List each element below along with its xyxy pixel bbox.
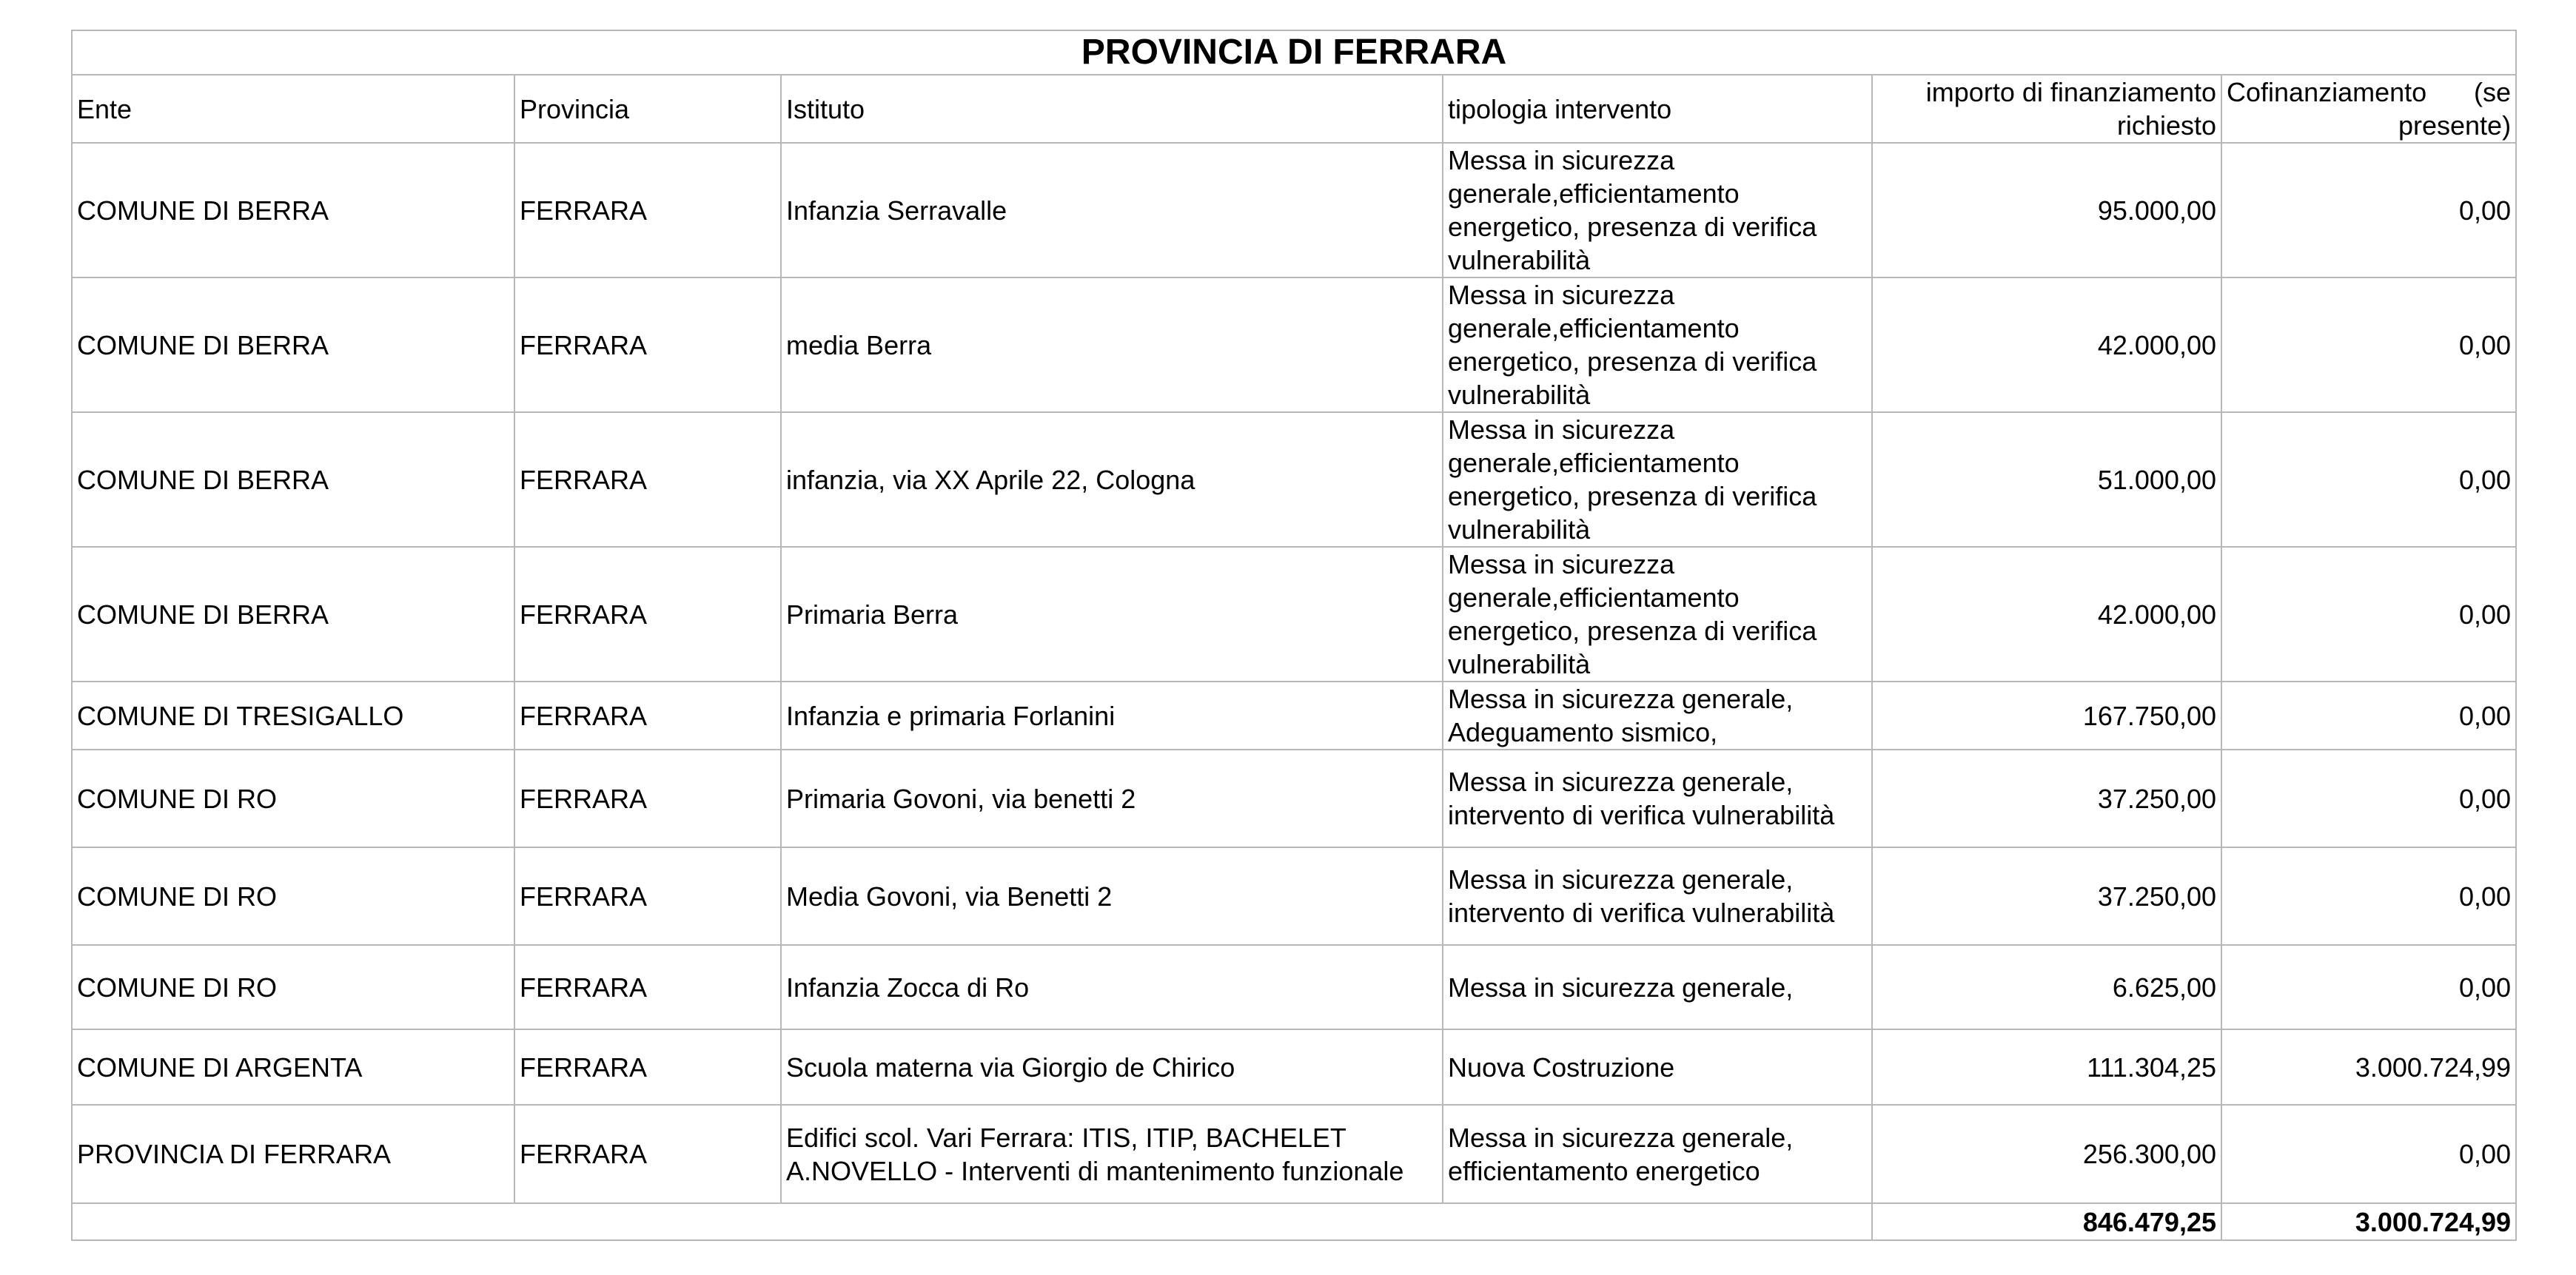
totals-spacer xyxy=(72,1203,1872,1240)
cell-istituto: Infanzia e primaria Forlanini xyxy=(781,682,1443,750)
cell-importo: 95.000,00 xyxy=(1872,143,2221,277)
cell-provincia: FERRARA xyxy=(514,547,781,682)
cell-istituto: Infanzia Serravalle xyxy=(781,143,1443,277)
cell-istituto: Media Govoni, via Benetti 2 xyxy=(781,847,1443,945)
table-row xyxy=(72,1105,2516,1203)
cell-importo: 42.000,00 xyxy=(1872,547,2221,682)
header-row xyxy=(72,75,2516,143)
cell-istituto: media Berra xyxy=(781,277,1443,412)
cell-ente: COMUNE DI BERRA xyxy=(72,277,514,412)
cell-istituto: Primaria Govoni, via benetti 2 xyxy=(781,750,1443,847)
cell-provincia: FERRARA xyxy=(514,750,781,847)
cell-tipologia: Messa in sicurezza generale, intervento di verifica vulnerabilità xyxy=(1443,847,1872,945)
cell-importo: 111.304,25 xyxy=(1872,1029,2221,1105)
cell-importo: 6.625,00 xyxy=(1872,945,2221,1029)
cell-cofinanziamento: 3.000.724,99 xyxy=(2221,1029,2516,1105)
cell-cofinanziamento: 0,00 xyxy=(2221,682,2516,750)
column-header-istituto: Istituto xyxy=(781,75,1443,143)
cell-tipologia: Messa in sicurezza generale, xyxy=(1443,945,1872,1029)
cell-importo: 37.250,00 xyxy=(1872,847,2221,945)
column-header-ente: Ente xyxy=(72,75,514,143)
cell-provincia: FERRARA xyxy=(514,847,781,945)
column-header-provincia: Provincia xyxy=(514,75,781,143)
cell-ente: COMUNE DI BERRA xyxy=(72,143,514,277)
table-row xyxy=(72,750,2516,847)
column-header-cofinanziamento: Cofinanziamento (se presente) xyxy=(2221,75,2516,143)
cell-cofinanziamento: 0,00 xyxy=(2221,412,2516,547)
cell-provincia: FERRARA xyxy=(514,143,781,277)
cell-tipologia: Messa in sicurezza generale, intervento di verifica vulnerabilità xyxy=(1443,750,1872,847)
cell-istituto: Primaria Berra xyxy=(781,547,1443,682)
cell-ente: COMUNE DI RO xyxy=(72,945,514,1029)
funding-table xyxy=(71,30,2517,1241)
cell-provincia: FERRARA xyxy=(514,412,781,547)
cell-importo: 37.250,00 xyxy=(1872,750,2221,847)
cell-cofinanziamento: 0,00 xyxy=(2221,277,2516,412)
table-row xyxy=(72,277,2516,412)
cell-tipologia: Messa in sicurezza generale,efficientamento energetico, presenza di verifica vulnerabilità xyxy=(1443,547,1872,682)
cell-tipologia: Messa in sicurezza generale,efficientamento energetico, presenza di verifica vulnerabilità xyxy=(1443,277,1872,412)
table-row xyxy=(72,1029,2516,1105)
table-row xyxy=(72,847,2516,945)
cell-provincia: FERRARA xyxy=(514,1029,781,1105)
cell-importo: 256.300,00 xyxy=(1872,1105,2221,1203)
title-row xyxy=(72,30,2516,75)
cell-cofinanziamento: 0,00 xyxy=(2221,1105,2516,1203)
cell-tipologia: Messa in sicurezza generale, efficientamento energetico xyxy=(1443,1105,1872,1203)
table-row xyxy=(72,547,2516,682)
cell-tipologia: Nuova Costruzione xyxy=(1443,1029,1872,1105)
cell-cofinanziamento: 0,00 xyxy=(2221,547,2516,682)
cell-cofinanziamento: 0,00 xyxy=(2221,945,2516,1029)
cell-ente: COMUNE DI RO xyxy=(72,750,514,847)
cell-istituto: Edifici scol. Vari Ferrara: ITIS, ITIP, BACHELET A.NOVELLO - Interventi di mantenimento funzionale xyxy=(781,1105,1443,1203)
table-title: PROVINCIA DI FERRARA xyxy=(72,30,2516,75)
cell-istituto: infanzia, via XX Aprile 22, Cologna xyxy=(781,412,1443,547)
table-row xyxy=(72,945,2516,1029)
cell-tipologia: Messa in sicurezza generale,efficientamento energetico, presenza di verifica vulnerabilità xyxy=(1443,143,1872,277)
cell-cofinanziamento: 0,00 xyxy=(2221,847,2516,945)
cell-ente: COMUNE DI RO xyxy=(72,847,514,945)
cell-ente: PROVINCIA DI FERRARA xyxy=(72,1105,514,1203)
cell-importo: 42.000,00 xyxy=(1872,277,2221,412)
cell-importo: 51.000,00 xyxy=(1872,412,2221,547)
total-cofinanziamento: 3.000.724,99 xyxy=(2221,1203,2516,1240)
cell-provincia: FERRARA xyxy=(514,1105,781,1203)
cell-provincia: FERRARA xyxy=(514,277,781,412)
cell-importo: 167.750,00 xyxy=(1872,682,2221,750)
cell-provincia: FERRARA xyxy=(514,682,781,750)
cell-cofinanziamento: 0,00 xyxy=(2221,750,2516,847)
cell-ente: COMUNE DI BERRA xyxy=(72,547,514,682)
column-header-importo: importo di finanziamento richiesto xyxy=(1872,75,2221,143)
cell-istituto: Infanzia Zocca di Ro xyxy=(781,945,1443,1029)
cell-ente: COMUNE DI TRESIGALLO xyxy=(72,682,514,750)
cell-provincia: FERRARA xyxy=(514,945,781,1029)
column-header-tipologia: tipologia intervento xyxy=(1443,75,1872,143)
totals-row xyxy=(72,1203,2516,1240)
total-importo: 846.479,25 xyxy=(1872,1203,2221,1240)
cell-ente: COMUNE DI ARGENTA xyxy=(72,1029,514,1105)
cell-istituto: Scuola materna via Giorgio de Chirico xyxy=(781,1029,1443,1105)
cell-tipologia: Messa in sicurezza generale, Adeguamento sismico, xyxy=(1443,682,1872,750)
table-row xyxy=(72,682,2516,750)
cell-tipologia: Messa in sicurezza generale,efficientamento energetico, presenza di verifica vulnerabilità xyxy=(1443,412,1872,547)
table-row xyxy=(72,143,2516,277)
cell-cofinanziamento: 0,00 xyxy=(2221,143,2516,277)
cell-ente: COMUNE DI BERRA xyxy=(72,412,514,547)
table-row xyxy=(72,412,2516,547)
